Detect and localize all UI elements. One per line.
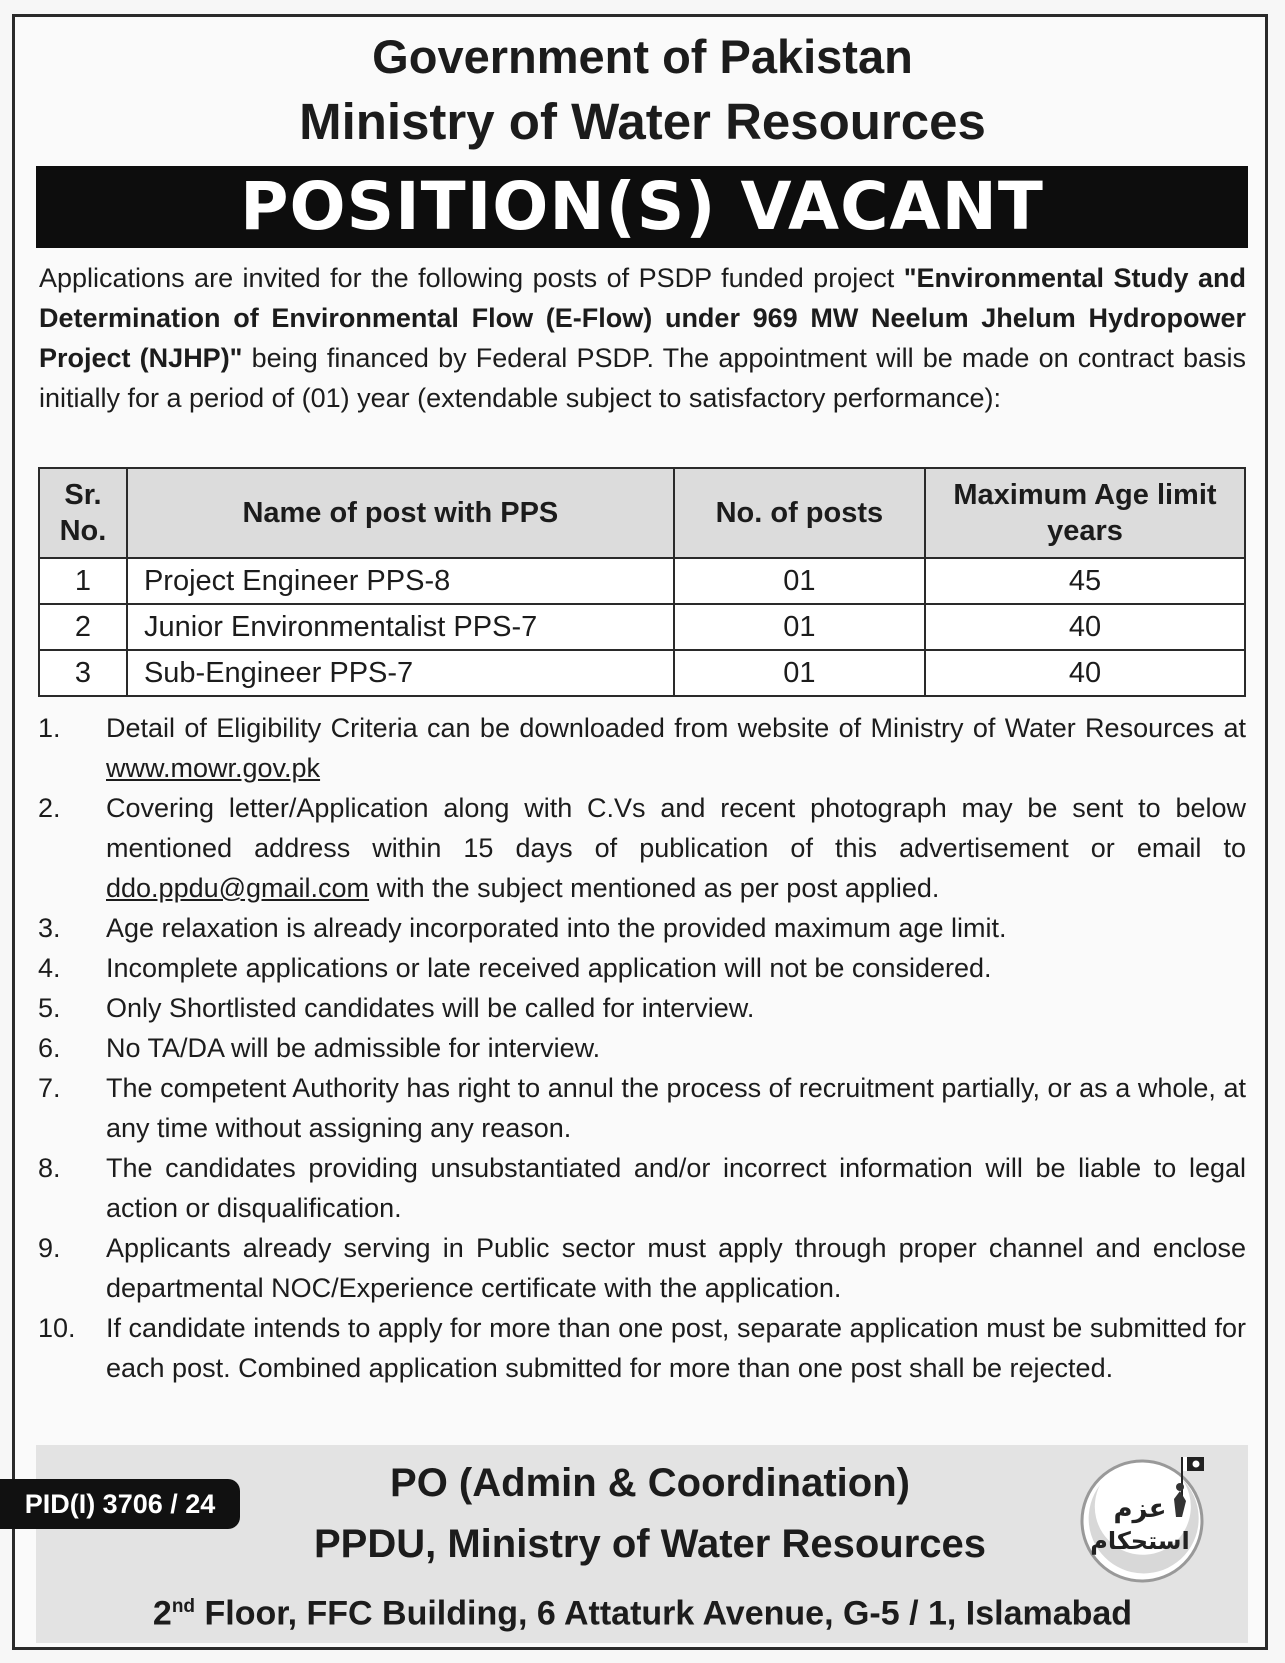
- cell-sr: 2: [39, 604, 127, 650]
- list-item: [38, 948, 1246, 988]
- table-header-row: [39, 468, 1245, 558]
- item-number: 3.: [38, 913, 61, 943]
- cell-posts: 01: [674, 604, 925, 650]
- list-item: [38, 1308, 1246, 1388]
- item-number: 4.: [38, 953, 61, 983]
- header-max-age: Maximum Age limit years: [925, 468, 1245, 558]
- cell-post-name: Project Engineer PPS-8: [127, 558, 674, 604]
- government-heading: Government of Pakistan: [372, 30, 913, 83]
- item-text: No TA/DA will be admissible for interview.: [106, 1033, 601, 1063]
- item-number: 5.: [38, 993, 61, 1023]
- positions-vacant-banner: POSITION(S) VACANT: [36, 166, 1248, 248]
- contact-office: PPDU, Ministry of Water Resources: [313, 1522, 986, 1566]
- address-floor: 2: [152, 1594, 172, 1633]
- item-text: Applicants already serving in Public sector must apply through proper channel and enclose departmental NOC/Experience certificate with the application.: [106, 1233, 1246, 1303]
- cell-posts: 01: [674, 558, 925, 604]
- item-text-end: with the subject mentioned as per post applied.: [369, 873, 940, 903]
- list-item: [38, 908, 1246, 948]
- ministry-heading: Ministry of Water Resources: [299, 93, 986, 150]
- header-sr-no: Sr. No.: [39, 468, 127, 558]
- cell-sr: 1: [39, 558, 127, 604]
- svg-text:عزم: عزم: [1113, 1494, 1167, 1524]
- intro-text-start: Applications are invited for the following posts of PSDP funded project: [39, 263, 904, 293]
- list-item: [38, 988, 1246, 1028]
- list-item: [38, 1148, 1246, 1228]
- item-text: Age relaxation is already incorporated into the provided maximum age limit.: [106, 913, 1007, 943]
- list-item: [38, 708, 1246, 788]
- cell-age: 40: [925, 650, 1245, 696]
- item-text: Detail of Eligibility Criteria can be downloaded from website of Ministry of Water Resources at: [106, 713, 1246, 743]
- posts-table: [38, 467, 1246, 697]
- header-post-name: Name of post with PPS: [127, 468, 674, 558]
- table-row: [39, 604, 1245, 650]
- intro-text-end: being financed by Federal PSDP. The appointment will be made on contract basis initially for a period of (01) year (extendable subject to satisfactory performance):: [39, 343, 1247, 413]
- item-text: The candidates providing unsubstantiated and/or incorrect information will be liable to legal action or disqualification.: [106, 1153, 1246, 1223]
- address-rest: Floor, FFC Building, 6 Attaturk Avenue, G-5 / 1, Islamabad: [195, 1594, 1133, 1633]
- item-text: Incomplete applications or late received application will not be considered.: [106, 953, 992, 983]
- email-link[interactable]: ddo.ppdu@gmail.com: [106, 873, 370, 903]
- conditions-list: [38, 708, 1246, 1388]
- list-item: [38, 1228, 1246, 1308]
- item-number: 1.: [38, 713, 61, 743]
- cell-post-name: Junior Environmentalist PPS-7: [127, 604, 674, 650]
- contact-title: PO (Admin & Coordination): [390, 1461, 910, 1505]
- pid-badge: PID(I) 3706 / 24: [0, 1479, 240, 1529]
- list-item: [38, 1068, 1246, 1148]
- list-item: [38, 788, 1246, 908]
- svg-text:استحکام: استحکام: [1090, 1527, 1190, 1555]
- item-text: Only Shortlisted candidates will be called for interview.: [106, 993, 755, 1023]
- item-number: 9.: [38, 1233, 61, 1263]
- item-number: 2.: [38, 793, 61, 823]
- header-no-of-posts: No. of posts: [674, 468, 925, 558]
- item-text: The competent Authority has right to annul the process of recruitment partially, or as a whole, at any time without assigning any reason.: [106, 1073, 1246, 1143]
- project-name: "Environmental Study and Determination of Environmental Flow (E-Flow) under 969 MW Neelum Jhelum Hydropower Project (NJHP)": [39, 263, 1246, 373]
- website-link[interactable]: www.mowr.gov.pk: [106, 753, 321, 783]
- item-text: If candidate intends to apply for more than one post, separate application must be submitted for each post. Combined application submitted for more than one post shall be rejected.: [106, 1313, 1246, 1383]
- cell-age: 45: [925, 558, 1245, 604]
- table-row: [39, 650, 1245, 696]
- intro-paragraph: [39, 258, 1246, 418]
- cell-posts: 01: [674, 650, 925, 696]
- contact-address: [80, 1582, 1205, 1638]
- cell-post-name: Sub-Engineer PPS-7: [127, 650, 674, 696]
- cell-sr: 3: [39, 650, 127, 696]
- item-number: 10.: [38, 1313, 76, 1343]
- item-text: Covering letter/Application along with C.Vs and recent photograph may be sent to below mentioned address within 15 days of publication of this advertisement or email to: [106, 793, 1246, 863]
- item-number: 8.: [38, 1153, 61, 1183]
- item-number: 7.: [38, 1073, 61, 1103]
- table-row: [39, 558, 1245, 604]
- list-item: [38, 1028, 1246, 1068]
- azm-e-istehkam-logo-icon: [1070, 1445, 1220, 1585]
- item-number: 6.: [38, 1033, 61, 1063]
- address-suffix: nd: [171, 1596, 196, 1617]
- cell-age: 40: [925, 604, 1245, 650]
